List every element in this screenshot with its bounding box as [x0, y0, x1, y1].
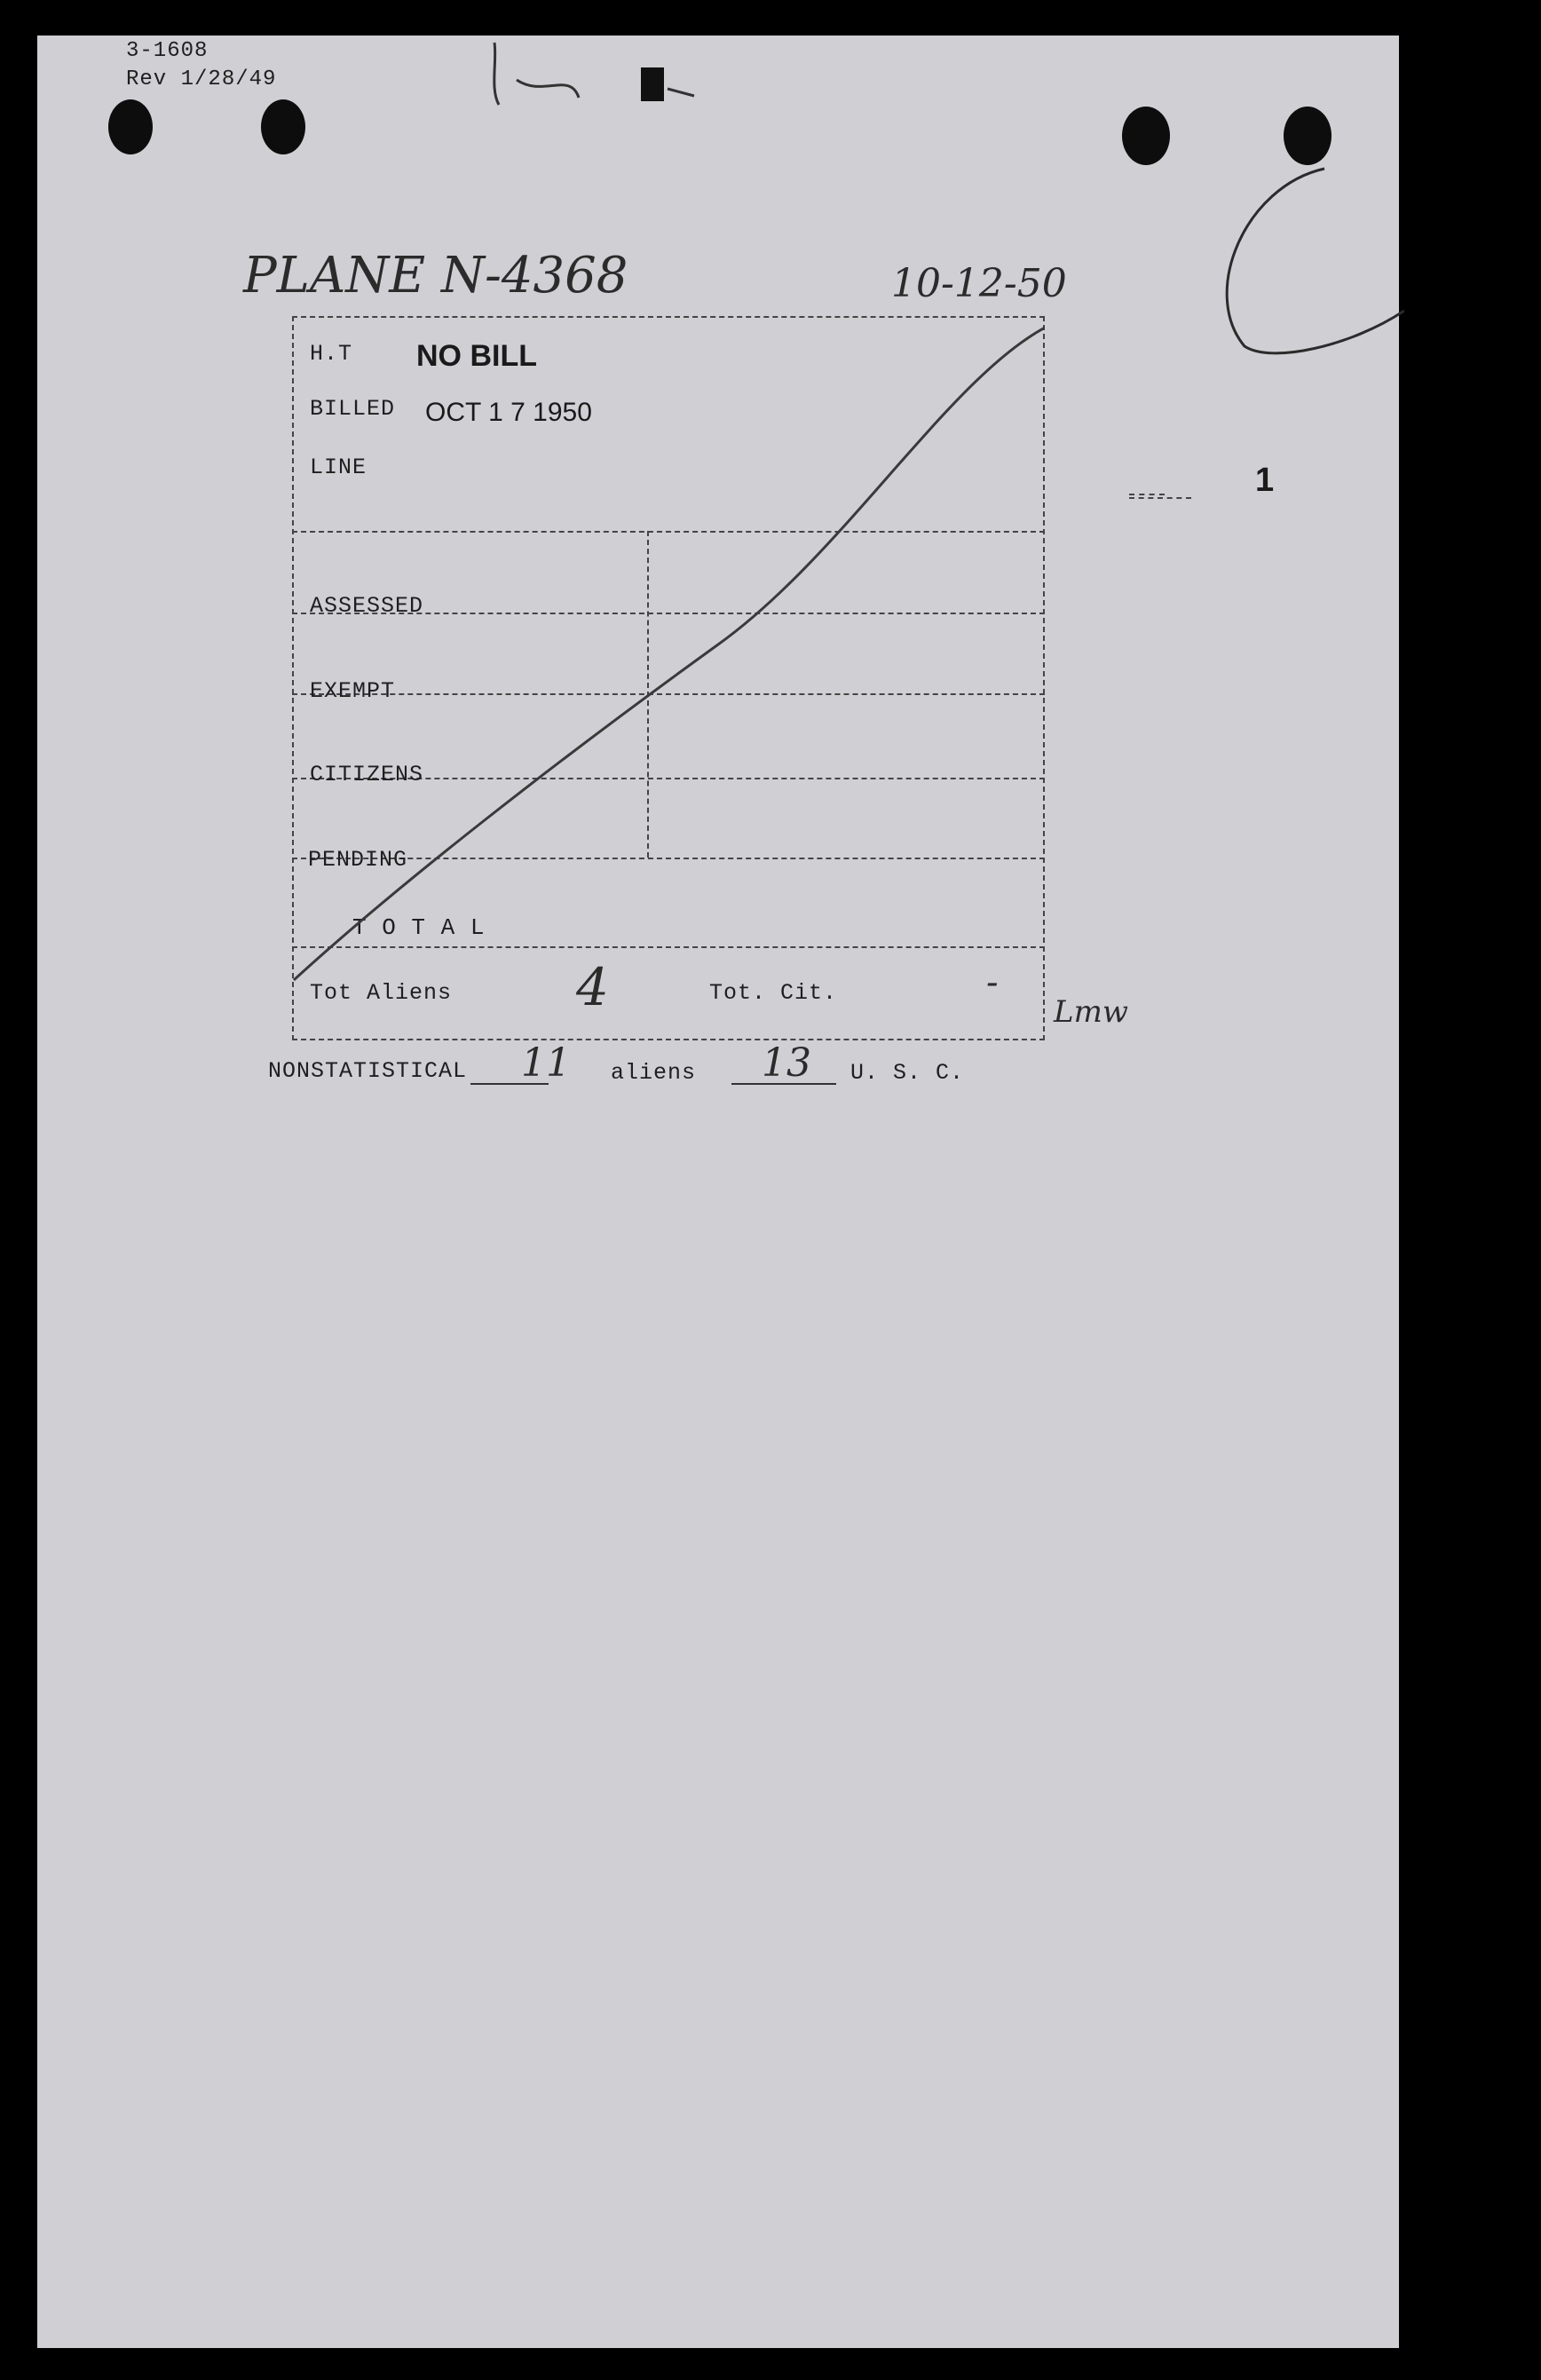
tot-aliens-label: Tot Aliens: [310, 980, 453, 1006]
punch-hole: [1122, 107, 1170, 165]
side-dash: [1129, 497, 1191, 499]
form-revision: Rev 1/28/49: [126, 67, 277, 91]
aliens-label: aliens: [611, 1060, 697, 1086]
initials: Lmw: [1054, 994, 1128, 1030]
top-marks: [428, 36, 907, 124]
side-number: 1: [1255, 462, 1275, 499]
document-page: [37, 36, 1399, 2348]
ht-label: H.T: [310, 341, 353, 367]
nonstatistical-usc-value: 13: [762, 1040, 811, 1086]
plane-number: PLANE N-4368: [243, 247, 628, 304]
assessed-label: ASSESSED: [310, 593, 424, 619]
punch-hole: [108, 99, 153, 154]
citizens-label: CITIZENS: [310, 762, 424, 787]
form-number: 3-1608: [126, 39, 209, 63]
nonstatistical-label: NONSTATISTICAL: [268, 1058, 468, 1084]
tot-aliens-value: 4: [576, 957, 609, 1017]
total-label: T O T A L: [352, 914, 486, 941]
side-dash: [1129, 494, 1165, 495]
header-date: 10-12-50: [891, 261, 1067, 306]
strike-line: [292, 316, 1045, 1040]
form-box: [292, 316, 1045, 1040]
exempt-label: EXEMPT: [310, 678, 396, 704]
billed-label: BILLED: [310, 396, 396, 422]
pending-label: PENDING: [308, 847, 408, 873]
punch-hole: [261, 99, 305, 154]
nonstatistical-aliens-value: 11: [521, 1040, 571, 1086]
no-bill-stamp: NO BILL: [416, 339, 537, 373]
billed-date-stamp: OCT 1 7 1950: [425, 398, 592, 427]
margin-curve: [1191, 115, 1404, 382]
usc-label: U. S. C.: [850, 1060, 965, 1086]
line-label: LINE: [310, 455, 367, 480]
tot-cit-value: -: [986, 962, 999, 1003]
tot-cit-label: Tot. Cit.: [709, 980, 838, 1006]
